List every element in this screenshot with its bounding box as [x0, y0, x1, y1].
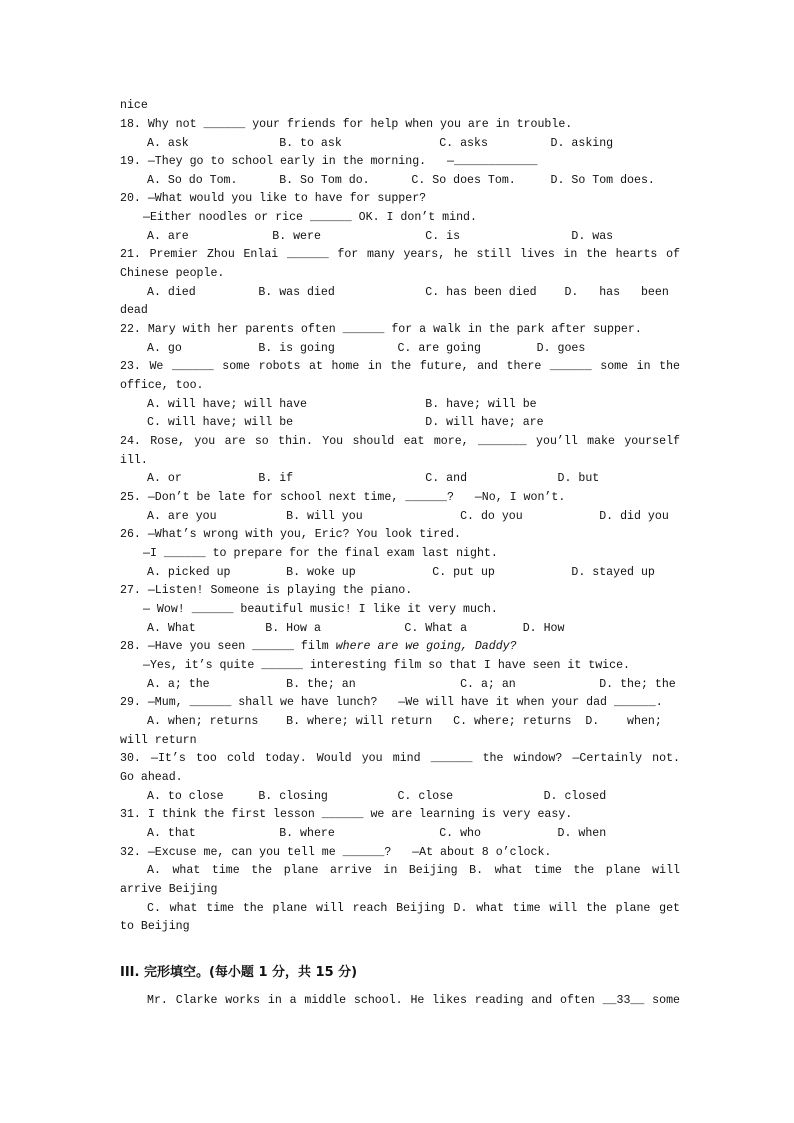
options-18: A. ask B. to ask C. asks D. asking: [147, 137, 614, 150]
options-32-ab: A. what time the plane arrive in Beijing B. what time the plane will: [147, 864, 680, 877]
options-28: A. a; the B. the; an C. a; an D. the; the: [147, 678, 676, 691]
options-31: A. that B. where C. who D. when: [147, 827, 607, 840]
options-32-ab-cont: arrive Beijing: [120, 883, 218, 896]
question-30: 30. —It’s too cold today. Would you mind ______ the window? —Certainly not.: [120, 752, 680, 765]
question-28-reply: —Yes, it’s quite ______ interesting film so that I have seen it twice.: [143, 659, 631, 672]
options-23-cd: C. will have; will be D. will have; are: [147, 416, 544, 429]
question-23: 23. We ______ some robots at home in the future, and there ______ some in the: [120, 360, 680, 373]
options-25: A. are you B. will you C. do you D. did you: [147, 510, 669, 523]
question-25: 25. —Don’t be late for school next time, ______? —No, I won’t.: [120, 491, 566, 504]
options-29: A. when; returns B. where; will return C. where; returns D. when;: [147, 715, 662, 728]
options-23-ab: A. will have; will have B. have; will be: [147, 398, 537, 411]
question-32: 32. —Excuse me, can you tell me ______? —At about 8 o’clock.: [120, 846, 552, 859]
question-21-cont: Chinese people.: [120, 267, 225, 280]
text-line: nice: [120, 99, 148, 112]
question-27: 27. —Listen! Someone is playing the piano.: [120, 584, 413, 597]
options-27: A. What B. How a C. What a D. How: [147, 622, 565, 635]
options-19: A. So do Tom. B. So Tom do. C. So does Tom. D. So Tom does.: [147, 174, 655, 187]
question-22: 22. Mary with her parents often ______ for a walk in the park after supper.: [120, 323, 642, 336]
film-title: where are we going, Daddy?: [335, 640, 517, 653]
question-28-text: 28. —Have you seen ______ film: [120, 640, 329, 653]
question-26: 26. —What’s wrong with you, Eric? You look tired.: [120, 528, 461, 541]
options-21: A. died B. was died C. has been died D. has been: [147, 286, 669, 299]
question-29: 29. —Mum, ______ shall we have lunch? —We will have it when your dad ______.: [120, 696, 663, 709]
question-20: 20. —What would you like to have for supper?: [120, 192, 427, 205]
question-20-reply: —Either noodles or rice ______ OK. I don’t mind.: [143, 211, 477, 224]
question-21: 21. Premier Zhou Enlai ______ for many years, he still lives in the hearts of: [120, 248, 680, 261]
question-30-cont: Go ahead.: [120, 771, 183, 784]
passage-line: Mr. Clarke works in a middle school. He likes reading and often __33__ some: [147, 994, 680, 1007]
options-21-cont: dead: [120, 304, 148, 317]
options-22: A. go B. is going C. are going D. goes: [147, 342, 586, 355]
options-20: A. are B. were C. is D. was: [147, 230, 614, 243]
question-27-reply: — Wow! ______ beautiful music! I like it very much.: [143, 603, 498, 616]
options-24: A. or B. if C. and D. but: [147, 472, 600, 485]
question-31: 31. I think the first lesson ______ we are learning is very easy.: [120, 808, 573, 821]
question-28: [120, 638, 680, 656]
options-29-cont: will return: [120, 734, 197, 747]
section-heading: III. 完形填空。(每小题 1 分，共 15 分): [120, 965, 358, 980]
question-19: 19. —They go to school early in the morning. —____________: [120, 155, 538, 168]
question-26-reply: —I ______ to prepare for the final exam last night.: [143, 547, 498, 560]
question-23-cont: office, too.: [120, 379, 204, 392]
question-24-cont: ill.: [120, 454, 148, 467]
options-32-cd: C. what time the plane will reach Beijing D. what time will the plane get: [147, 902, 680, 915]
question-18: 18. Why not ______ your friends for help when you are in trouble.: [120, 118, 573, 131]
options-32-cd-cont: to Beijing: [120, 920, 190, 933]
options-26: A. picked up B. woke up C. put up D. stayed up: [147, 566, 655, 579]
options-30: A. to close B. closing C. close D. closed: [147, 790, 607, 803]
question-24: 24. Rose, you are so thin. You should eat more, _______ you’ll make yourself: [120, 435, 680, 448]
